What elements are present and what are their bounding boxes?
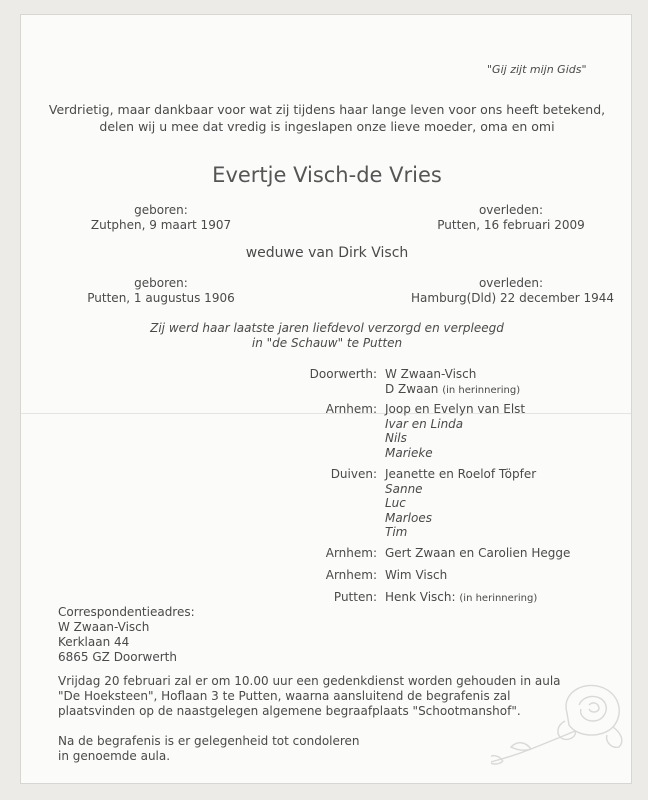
family-names	[385, 568, 447, 583]
family-names	[385, 367, 520, 398]
family-name: Wim Visch	[385, 568, 448, 582]
tribute-line-2: in "de Schauw" te Putten	[251, 336, 403, 350]
condolence-info: Na de begrafenis is er gelegenheid tot condoleren in genoemde aula.	[58, 734, 360, 763]
family-name: Joop en Evelyn van Elst	[385, 402, 526, 416]
family-name: Sanne	[385, 481, 423, 496]
intro-text: Verdrietig, maar dankbaar voor wat zij tijdens haar lange leven voor ons heeft betekend, delen wij u mee dat vredig is ingeslapen onze lieve moeder, oma en omi	[48, 102, 606, 134]
died-value: Putten, 16 februari 2009	[437, 218, 585, 232]
correspondence-label: Correspondentieadres:	[58, 605, 195, 619]
family-place: Doorwerth:	[309, 367, 377, 381]
family-names	[385, 402, 525, 460]
deceased-birth	[71, 203, 251, 233]
deceased-death	[411, 203, 611, 233]
service-info: Vrijdag 20 februari zal er om 10.00 uur een gedenkdienst worden gehouden in aula "De Hoeksteen", Hoflaan 3 te Putten, waarna aansluitend de begrafenis zal plaatsvinden op de naastgelegen algemene begraafplaats "Schootmanshof".	[58, 674, 561, 718]
spouse-born-value: Putten, 1 augustus 1906	[87, 291, 235, 305]
correspondence-city: 6865 GZ Doorwerth	[58, 650, 177, 664]
correspondence-address	[58, 605, 195, 665]
correspondence-street: Kerklaan 44	[58, 635, 130, 649]
family-place: Arnhem:	[325, 546, 377, 560]
born-label: geboren:	[134, 203, 188, 217]
family-name: Tim	[385, 525, 408, 539]
family-place: Arnhem:	[325, 568, 377, 582]
family-name: Gert Zwaan en Carolien Hegge	[385, 546, 571, 560]
died-label: overleden:	[478, 203, 544, 217]
tribute	[21, 321, 633, 351]
widow-line: weduwe van Dirk Visch	[245, 245, 409, 261]
family-names	[385, 467, 536, 540]
family-place: Duiven:	[330, 467, 377, 481]
deceased-name: Evertje Visch-de Vries	[212, 163, 442, 187]
born-value: Zutphen, 9 maart 1907	[90, 218, 232, 232]
memory-note: (in herinnering)	[442, 384, 521, 396]
family-names	[385, 590, 537, 607]
correspondence-name: W Zwaan-Visch	[58, 620, 150, 634]
spouse-died-label: overleden:	[478, 276, 544, 290]
family-name: Ivar en Linda	[385, 416, 464, 431]
spouse-death	[411, 276, 615, 306]
motto: "Gij zijt mijn Gids"	[487, 63, 587, 76]
family-name: Marieke	[385, 445, 433, 460]
family-name: Jeanette en Roelof Töpfer	[385, 467, 537, 481]
memorial-card	[20, 14, 632, 784]
family-name: Henk Visch: (in herinnering)	[385, 590, 538, 604]
family-name: W Zwaan-Visch	[385, 367, 477, 381]
spouse-birth	[71, 276, 251, 306]
family-place: Putten:	[333, 590, 377, 604]
rose-emboss-icon	[491, 675, 631, 785]
memory-note: (in herinnering)	[459, 593, 538, 604]
family-names	[385, 546, 570, 561]
spouse-born-label: geboren:	[134, 276, 188, 290]
tribute-line-1: Zij werd haar laatste jaren liefdevol verzorgd en verpleegd	[150, 321, 504, 335]
family-place: Arnhem:	[325, 402, 377, 416]
family-name: Nils	[385, 431, 407, 445]
family-name: Marloes	[385, 510, 432, 525]
spouse-died-value: Hamburg(Dld) 22 december 1944	[411, 291, 615, 305]
family-name: Luc	[385, 496, 406, 510]
family-name: D Zwaan (in herinnering)	[385, 381, 521, 396]
